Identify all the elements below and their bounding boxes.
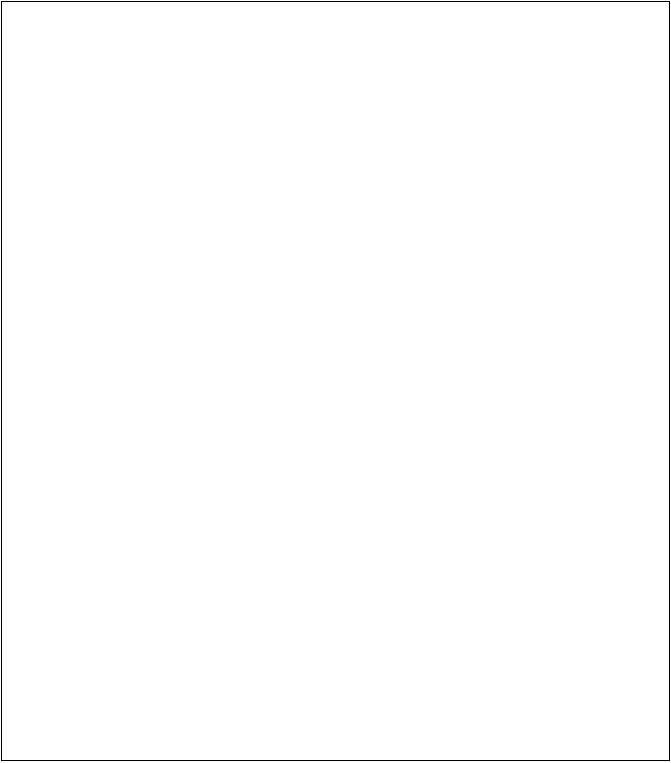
factores-sheet [1,1,670,761]
